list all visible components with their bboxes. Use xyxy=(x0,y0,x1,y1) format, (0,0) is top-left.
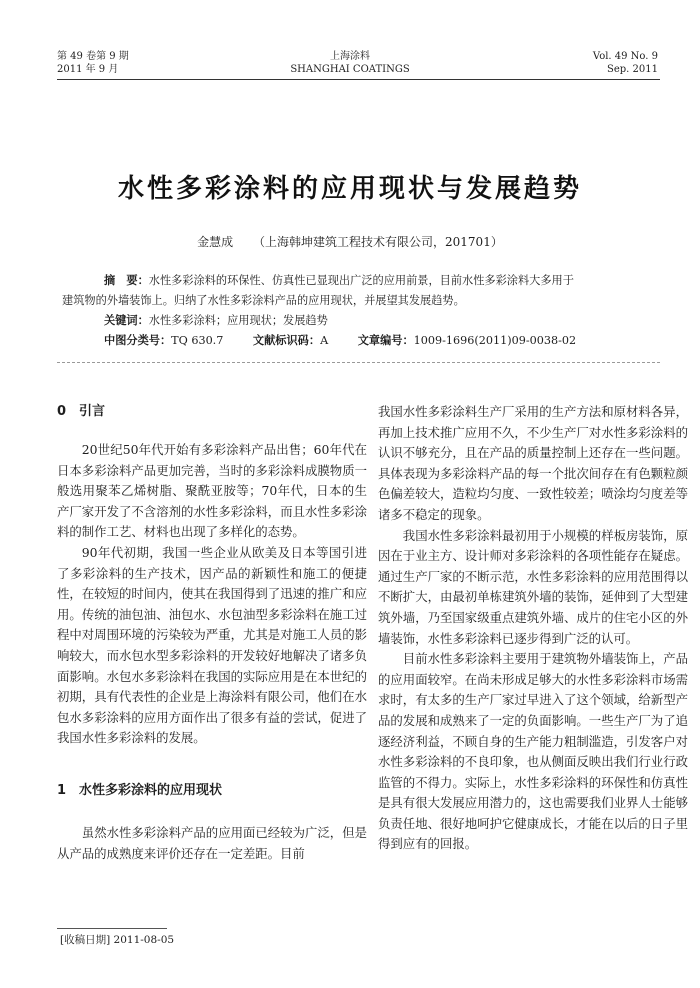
section-0-paragraph-2: 90年代初期，我国一些企业从欧美及日本等国引进了多彩涂料的生产技术，因产品的新颖性和施工的便捷性，在较短的时间内，使其在我国得到了迅速的推广和应用。传统的油包油、油包水、水包油型多彩涂料在施工过程中对周围环境的污染较为严重，尤其是对施工人员的影响较大，而水包水型多彩涂料的开发较好地解决了诸多负面影响。水包水多彩涂料在我国的实际应用是在本世纪的初期，具有代表性的企业是上海涂料有限公司，他们在水包水多彩涂料的应用方面作出了很多有益的尝试，促进了我国水性多彩涂料的发展。 xyxy=(57,544,367,746)
header-rule xyxy=(57,79,660,80)
abstract-label: 摘 要： xyxy=(104,274,149,287)
article-number-label: 文章编号： xyxy=(357,334,414,347)
keywords: 水性多彩涂料；应用现状；发展趋势 xyxy=(148,314,328,327)
section-1-paragraph-1: 虽然水性多彩涂料产品的应用面已经较为广泛，但是从产品的成熟度来评价还存在一定差距。目前 xyxy=(57,824,367,861)
abstract-text-2: 建筑物的外墙装饰上。归纳了水性多彩涂料产品的应用现状，并展望其发展趋势。 xyxy=(62,294,465,307)
footnote-rule xyxy=(57,928,167,929)
abstract-text-1: 水性多彩涂料的环保性、仿真性已显现出广泛的应用前景，目前水性多彩涂料大多用于 xyxy=(148,274,574,287)
right-column xyxy=(378,402,688,855)
abstract xyxy=(62,271,660,351)
abstract-divider xyxy=(57,362,660,363)
author-name: 金慧成 xyxy=(197,235,234,249)
received-date: [收稿日期] 2011-08-05 xyxy=(60,934,175,946)
clc-number: TQ 630.7 xyxy=(171,334,224,347)
section-0-paragraph-1: 20世纪50年代开始有多彩涂料产品出售；60年代在日本多彩涂料产品更加完善，当时的多彩涂料成膜物质一般选用聚苯乙烯树脂、聚酰亚胺等；70年代，日本的生产厂家开发了不含溶剂的水性多彩涂料，而且水性多彩涂料的制作工艺、材料也出现了多样化的态势。 xyxy=(57,442,367,540)
author-line xyxy=(0,233,700,250)
doc-code-label: 文献标识码： xyxy=(252,334,321,347)
paper-title: 水性多彩涂料的应用现状与发展趋势 xyxy=(117,174,582,204)
journal-name: 上海涂料 SHANGHAI COATINGS xyxy=(290,51,410,75)
clc-label: 中图分类号： xyxy=(104,334,172,347)
journal-issue: 第 49 卷第 9 期 2011 年 9 月 xyxy=(57,51,129,75)
section-1-paragraph-3: 目前水性多彩涂料主要用于建筑物外墙装饰上，产品的应用面较窄。在尚未形成足够大的水性多彩涂料市场需求时，有太多的生产厂家过早进入了这个领域，给新型产品的发展和成熟来了一定的负面影响。一些生产厂为了追逐经济利益，不顾自身的生产能力粗制滥造，引发客户对水性多彩涂料的不良印象，也从侧面反映出我们行业行政监管的不得力。实际上，水性多彩涂料的环保性和仿真性是具有很大发展应用潜力的，这也需要我们业界人士能够负责任地、很好地呵护它健康成长，才能在以后的日子里得到应有的回报。 xyxy=(378,651,688,852)
article-number: 1009-1696(2011)09-0038-02 xyxy=(413,334,577,347)
author-affiliation: （上海韩坤建筑工程技术有限公司，201701） xyxy=(253,235,503,249)
doc-code: A xyxy=(320,334,329,347)
section-0-heading: 0 引言 xyxy=(57,404,106,419)
section-1-paragraph-2: 我国水性多彩涂料最初用于小规模的样板房装饰，原因在于业主方、设计师对多彩涂料的各项性能存在疑虑。通过生产厂家的不断示范，水性多彩涂料的应用范围得以不断扩大，由最初单栋建筑外墙的装饰，延伸到了大型建筑外墙，乃至国家级重点建筑外墙、成片的住宅小区的外墙装饰，水性多彩涂料已逐步得到广泛的认可。 xyxy=(378,527,688,646)
keywords-label: 关键词： xyxy=(104,314,149,327)
left-column xyxy=(57,402,367,864)
journal-volume: Vol. 49 No. 9 Sep. 2011 xyxy=(592,51,658,75)
section-1-heading: 1 水性多彩涂料的应用现状 xyxy=(57,782,223,798)
section-1-paragraph-1-continued: 我国水性多彩涂料生产厂采用的生产方法和原材料各异，再加上技术推广应用不久，不少生产厂对水性多彩涂料的认识不够充分，且在产品的质量控制上还存在一些问题。具体表现为多彩涂料产品的每一个批次间存在有色颗粒颜色偏差较大，造粒均匀度、一致性较差；喷涂均匀度差等诸多不稳定的现象。 xyxy=(378,404,688,522)
